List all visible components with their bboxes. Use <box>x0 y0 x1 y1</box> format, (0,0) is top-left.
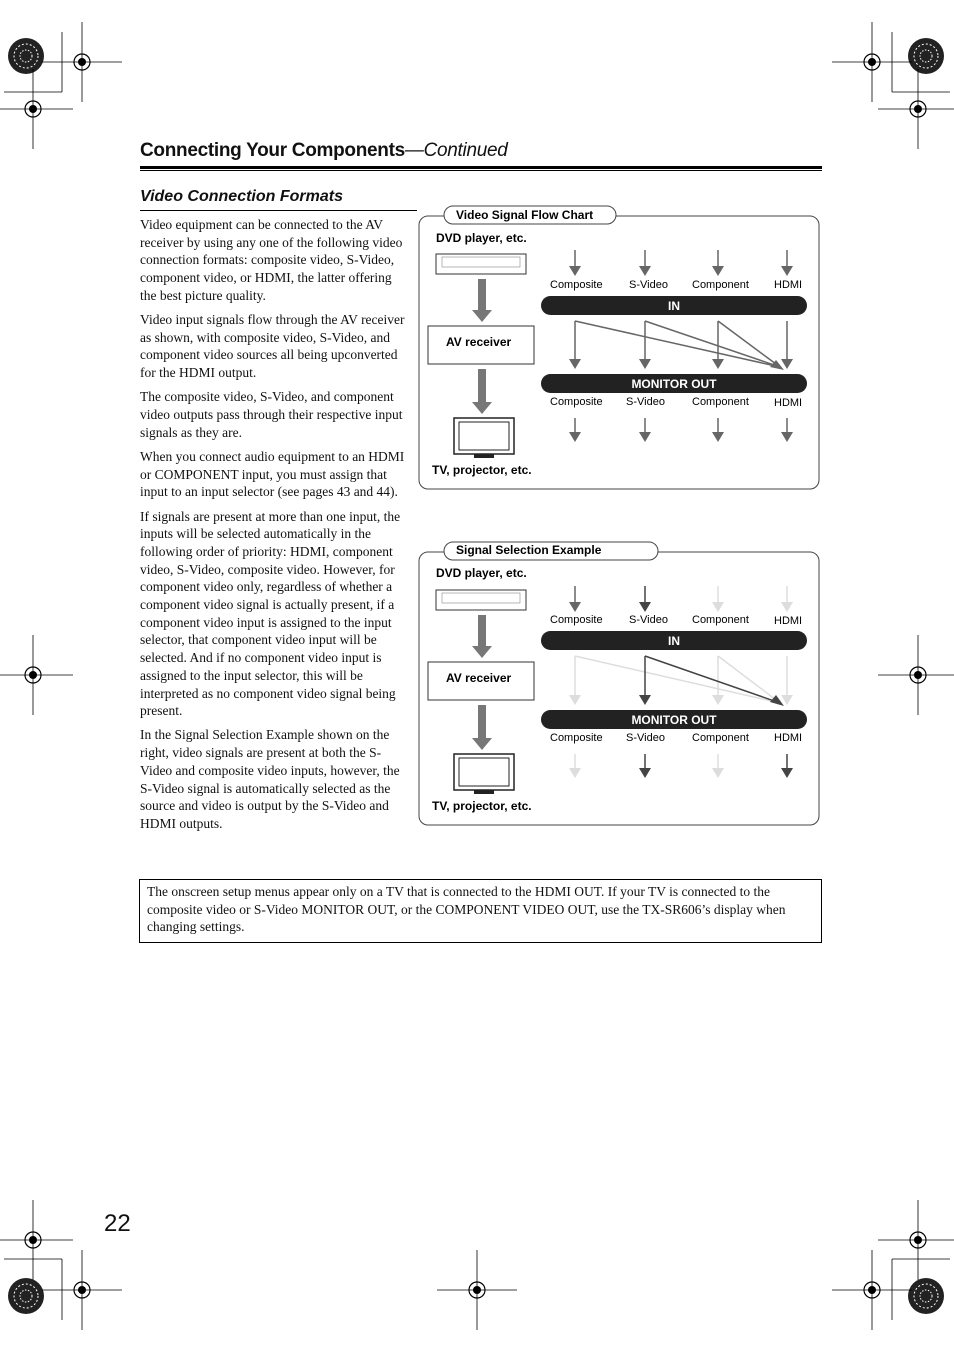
input-label-svideo: S-Video <box>629 279 668 291</box>
registration-disc-icon <box>908 38 944 74</box>
crosshair-icon <box>42 1250 122 1330</box>
page-title-text: Connecting Your Components <box>140 140 405 161</box>
crosshair-icon <box>0 635 73 715</box>
title-rule <box>140 166 822 169</box>
output-label-hdmi: HDMI <box>774 397 803 409</box>
output-label-component: Component <box>692 732 749 744</box>
paragraph: When you connect audio equipment to an HDMI or COMPONENT input, you must assign that input to an input selector (see pages 43 and 44). <box>140 448 405 500</box>
output-label-svideo: S-Video <box>626 396 665 408</box>
registration-disc-icon <box>8 38 44 74</box>
note-box: The onscreen setup menus appear only on a TV that is connected to the HDMI OUT. If your TV is connected to the composite video or S-Video MONITOR OUT, or the COMPONENT VIDEO OUT, use the TX-SR606’s display when changing settings. <box>139 879 822 943</box>
source-label: DVD player, etc. <box>436 231 527 245</box>
page-number: 22 <box>104 1210 131 1237</box>
output-label-hdmi: HDMI <box>774 732 803 744</box>
signal-selection-example <box>418 540 822 830</box>
page-title-continued: —Continued <box>404 140 508 161</box>
display-label: TV, projector, etc. <box>432 799 532 813</box>
section-title: Video Connection Formats <box>140 188 343 205</box>
source-label: DVD player, etc. <box>436 566 527 580</box>
paragraph: The composite video, S-Video, and component video outputs pass through their respective input signals as they are. <box>140 389 403 440</box>
page-title <box>140 140 508 162</box>
body-text <box>140 216 408 839</box>
diagram-title: Video Signal Flow Chart <box>456 208 594 222</box>
receiver-label: AV receiver <box>446 671 512 685</box>
paragraph: Video input signals flow through the AV receiver as shown, with composite video, S-Video, and component video sources all being upconverted for the HDMI output. <box>140 312 405 381</box>
crosshair-icon <box>878 635 954 715</box>
crosshair-icon <box>878 69 954 149</box>
in-label: IN <box>668 299 680 313</box>
output-label-composite: Composite <box>550 732 603 744</box>
crosshair-icon <box>437 1250 517 1330</box>
input-label-composite: Composite <box>550 279 603 291</box>
output-label-composite: Composite <box>550 396 603 408</box>
input-label-component: Component <box>692 614 749 626</box>
out-label: MONITOR OUT <box>631 713 717 727</box>
receiver-label: AV receiver <box>446 335 512 349</box>
paragraph: In the Signal Selection Example shown on the right, video signals are present at both the S-Video and composite video inputs, however, the S-Video signal is automatically selected as the source and video is output by the S-Video and HDMI outputs. <box>140 727 400 831</box>
paragraph: If signals are present at more than one input, the inputs will be selected automatically in the following order of priority: HDMI, component video, S-Video, composite video. However, for component video only, regardless of whether a component video signal is actually present, if a component video input is assigned to the input selector, that component video input will be selected. And if no component video input is assigned to the input selector, this will be interpreted as no component video signal being present. <box>140 508 401 719</box>
out-label: MONITOR OUT <box>631 377 717 391</box>
crosshair-icon <box>42 22 122 102</box>
in-label: IN <box>668 634 680 648</box>
title-rule-thin <box>140 170 822 171</box>
crosshair-icon <box>832 22 912 102</box>
section-rule <box>140 210 417 211</box>
registration-disc-icon <box>908 1278 944 1314</box>
output-label-component: Component <box>692 396 749 408</box>
input-label-component: Component <box>692 279 749 291</box>
output-label-svideo: S-Video <box>626 732 665 744</box>
input-label-hdmi: HDMI <box>774 279 803 291</box>
input-label-composite: Composite <box>550 614 603 626</box>
crosshair-icon <box>832 1250 912 1330</box>
video-signal-flow-chart <box>418 204 822 494</box>
input-label-svideo: S-Video <box>629 614 668 626</box>
paragraph: Video equipment can be connected to the AV receiver by using any one of the following video connection formats: composite video, S-Video, component video, or HDMI, the latter offering the best picture quality. <box>140 217 403 303</box>
input-label-hdmi: HDMI <box>774 615 803 627</box>
registration-disc-icon <box>8 1278 44 1314</box>
display-label: TV, projector, etc. <box>432 463 532 477</box>
crosshair-icon <box>878 1200 954 1280</box>
diagram-title: Signal Selection Example <box>456 543 602 557</box>
